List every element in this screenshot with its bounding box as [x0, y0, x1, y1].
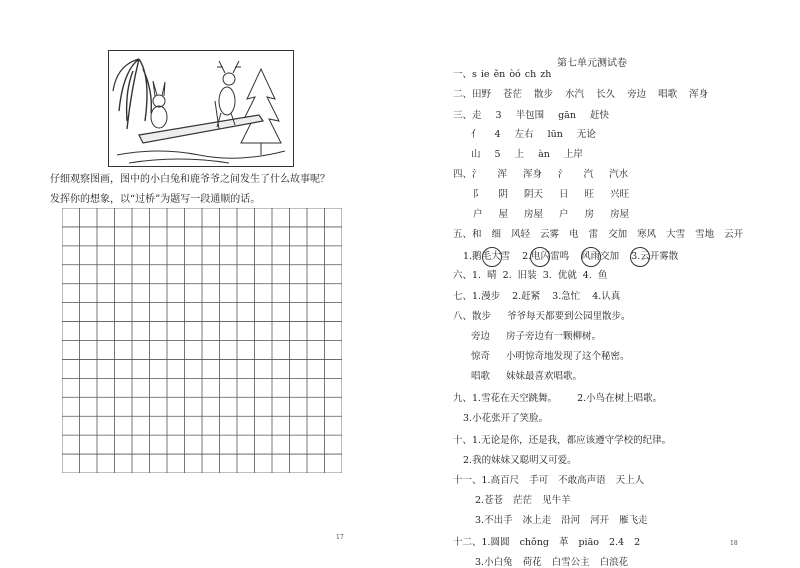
answer-part: 苍茫 — [503, 89, 523, 100]
answer-part: 荷花 — [522, 557, 542, 568]
answer-part: zh — [540, 69, 552, 80]
answer-part: 浑身 — [523, 169, 543, 180]
answer-part: 2.赶紧 — [512, 291, 541, 302]
answer-part: 旁边 — [627, 89, 647, 100]
answer-part: 旁边 — [471, 331, 491, 342]
page-number-left: 17 — [336, 534, 344, 541]
answer-part: ch — [524, 69, 537, 80]
answer-part: 手可 — [529, 475, 549, 486]
answer-part: 见牛羊 — [542, 495, 571, 506]
answer-part: 房屋 — [610, 209, 630, 220]
answer-line — [453, 226, 753, 240]
circle-mark — [482, 247, 502, 267]
answer-part: 3.急忙 — [552, 291, 581, 302]
rabbit-deer-bridge-drawing — [109, 51, 293, 166]
answer-line — [463, 452, 577, 466]
answer-part: 雪地 — [695, 229, 715, 240]
answer-part: 5 — [494, 149, 501, 160]
answer-part: 兴旺 — [610, 189, 630, 200]
answer-part: 白雪公主 — [551, 557, 590, 568]
answer-part: ěn — [493, 69, 506, 80]
illustration — [108, 50, 294, 167]
answer-part: 日 — [559, 189, 569, 200]
circle-mark — [530, 247, 550, 267]
answer-part: 晴 — [487, 270, 497, 281]
answer-part: 半包围 — [515, 110, 545, 121]
answer-part: 沿河 — [561, 515, 581, 526]
left-page — [0, 0, 400, 565]
answer-part: 3.小花张开了笑脸。 — [463, 413, 549, 424]
answer-part: 上 — [514, 149, 525, 160]
answer-part: 七、1.漫步 — [453, 291, 501, 302]
answer-line — [453, 166, 644, 180]
answer-line — [453, 288, 632, 302]
answer-part: 十、1.无论是你，还是我，都应该遵守学校的纪律。 — [453, 435, 672, 446]
answer-part: 四、氵 — [453, 169, 482, 180]
answer-part: gān — [558, 110, 576, 121]
answer-part: 惊奇 — [471, 351, 491, 362]
answer-part: 寒风 — [637, 229, 657, 240]
answer-part: 大雪 — [666, 229, 686, 240]
answer-part: 唱歌 — [471, 371, 491, 382]
answer-part: 房 — [584, 209, 595, 220]
answer-part: 小明惊奇地发现了这个秘密。 — [506, 351, 630, 362]
answer-part: 户 — [473, 209, 483, 220]
answer-line — [473, 206, 645, 220]
answer-part: 阝 — [473, 189, 483, 200]
page-number-right: 18 — [730, 540, 738, 547]
answer-part: 不敢高声语 — [558, 475, 606, 486]
answer-part: piāo — [578, 537, 599, 548]
answer-part: 十二、1.圆圆 — [453, 537, 510, 548]
answer-line — [453, 432, 671, 446]
circle-mark — [581, 247, 601, 267]
answer-part: 房屋 — [524, 209, 544, 220]
answer-line — [463, 410, 548, 424]
answer-part: 风轻 — [511, 229, 531, 240]
answer-part: 山 — [471, 149, 481, 160]
answer-part: 二、田野 — [453, 89, 492, 100]
answer-line — [453, 390, 682, 404]
answer-part: 亻 — [471, 129, 481, 140]
answer-part: 2.苍苍 — [475, 495, 504, 506]
answer-part: 赶快 — [589, 110, 609, 121]
answer-part: 3.不出手 — [475, 515, 513, 526]
answer-part: 屋 — [498, 209, 509, 220]
answer-part: 旺 — [584, 189, 595, 200]
answer-part: 散步 — [534, 89, 554, 100]
answer-part: chǒng — [519, 537, 549, 548]
answer-line — [453, 472, 654, 486]
answer-part: 三、走 — [453, 110, 482, 121]
answer-line — [453, 534, 650, 548]
answer-line — [453, 107, 623, 121]
answer-part: 2 — [634, 537, 641, 548]
answer-part: 3 — [495, 110, 502, 121]
answer-part: 3. — [542, 270, 552, 281]
answer-part: 3.云开雾散 — [631, 251, 679, 262]
writing-grid[interactable] — [62, 208, 342, 473]
answer-line — [471, 146, 597, 160]
answer-part: 白浪花 — [599, 557, 629, 568]
answer-line — [453, 66, 555, 80]
answer-part: 1.鹅毛大雪 — [463, 251, 511, 262]
answer-part: 2. — [502, 270, 512, 281]
answer-part: 唱歌 — [658, 89, 678, 100]
answer-part: 2.4 — [608, 537, 625, 548]
answer-part: 爷爷每天都要到公园里散步。 — [507, 311, 631, 322]
answer-part: 九、1.雪花在天空跳舞。 — [453, 393, 558, 404]
answer-part: 鱼 — [597, 270, 608, 281]
answer-part: 4.认真 — [592, 291, 621, 302]
answer-part: 2.电闪雷鸣 — [522, 251, 570, 262]
answer-part: 3.小白兔 — [475, 557, 513, 568]
answer-line — [475, 492, 581, 506]
answer-line — [471, 368, 598, 382]
answer-part: 2.小鸟在树上唱歌。 — [577, 393, 663, 404]
answer-part: 天上人 — [615, 475, 645, 486]
answer-part: 房子旁边有一颗柳树。 — [506, 331, 602, 342]
answer-part: 云开 — [724, 229, 744, 240]
answer-part: 一、s — [453, 69, 477, 80]
answer-line — [471, 348, 646, 362]
answer-part: 浑身 — [689, 89, 709, 100]
answer-part: 户 — [559, 209, 569, 220]
answer-part: 汽水 — [609, 169, 629, 180]
answer-part: 十一、1.高百尺 — [453, 475, 520, 486]
answer-part: 交加 — [608, 229, 628, 240]
answer-line — [453, 86, 720, 100]
answer-part: 阴天 — [524, 189, 544, 200]
answer-part: 风雨交加 — [581, 251, 620, 262]
answer-part: 无论 — [576, 129, 596, 140]
right-page — [400, 0, 800, 568]
answer-part: 左右 — [514, 129, 534, 140]
answer-line — [453, 308, 647, 322]
answer-part: 长久 — [596, 89, 616, 100]
answer-part: ie — [480, 69, 490, 80]
answer-part: 河开 — [590, 515, 610, 526]
circle-mark — [630, 247, 650, 267]
answer-part: 革 — [558, 537, 569, 548]
prompt-observe: 仔细观察图画，图中的小白兔和鹿爷爷之间发生了什么故事呢？ — [50, 174, 330, 185]
answer-part: 电 — [569, 229, 579, 240]
answer-line — [471, 126, 610, 140]
answer-part: 阴 — [498, 189, 509, 200]
answer-part: 4 — [494, 129, 501, 140]
prompt-write: 发挥你的想象，以“过桥”为题写一段通顺的话。 — [50, 194, 261, 205]
answer-line — [475, 554, 638, 568]
answer-part: 上岸 — [563, 149, 583, 160]
answer-part: 五、和 — [453, 229, 482, 240]
answer-part: 六、1. — [453, 270, 482, 281]
answer-part: 冰上走 — [522, 515, 552, 526]
answer-part: lūn — [547, 129, 563, 140]
answer-line — [453, 267, 613, 281]
answer-part: 汽 — [583, 169, 594, 180]
answer-line — [475, 512, 658, 526]
answer-line — [471, 328, 617, 342]
answer-part: 八、散步 — [453, 311, 492, 322]
answer-part: 2.我的妹妹又聪明又可爱。 — [463, 455, 577, 466]
answer-part: 水汽 — [565, 89, 585, 100]
answer-part: 氵 — [558, 169, 568, 180]
answer-part: òó — [509, 69, 521, 80]
answer-part: 浑 — [497, 169, 508, 180]
answer-part: 旧装 — [517, 270, 537, 281]
answer-part: 细 — [491, 229, 502, 240]
test-title: 第七单元测试卷 — [557, 58, 627, 69]
answer-part: 妹妹最喜欢唱歌。 — [506, 371, 583, 382]
answer-part: 4. — [582, 270, 592, 281]
answer-part: 雁飞走 — [619, 515, 648, 526]
answer-part: àn — [538, 149, 550, 160]
answer-line — [473, 186, 645, 200]
answer-part: 茫茫 — [513, 495, 533, 506]
answer-part: 雷 — [588, 229, 599, 240]
answer-part: 优就 — [557, 270, 577, 281]
answer-part: 云雾 — [540, 229, 560, 240]
